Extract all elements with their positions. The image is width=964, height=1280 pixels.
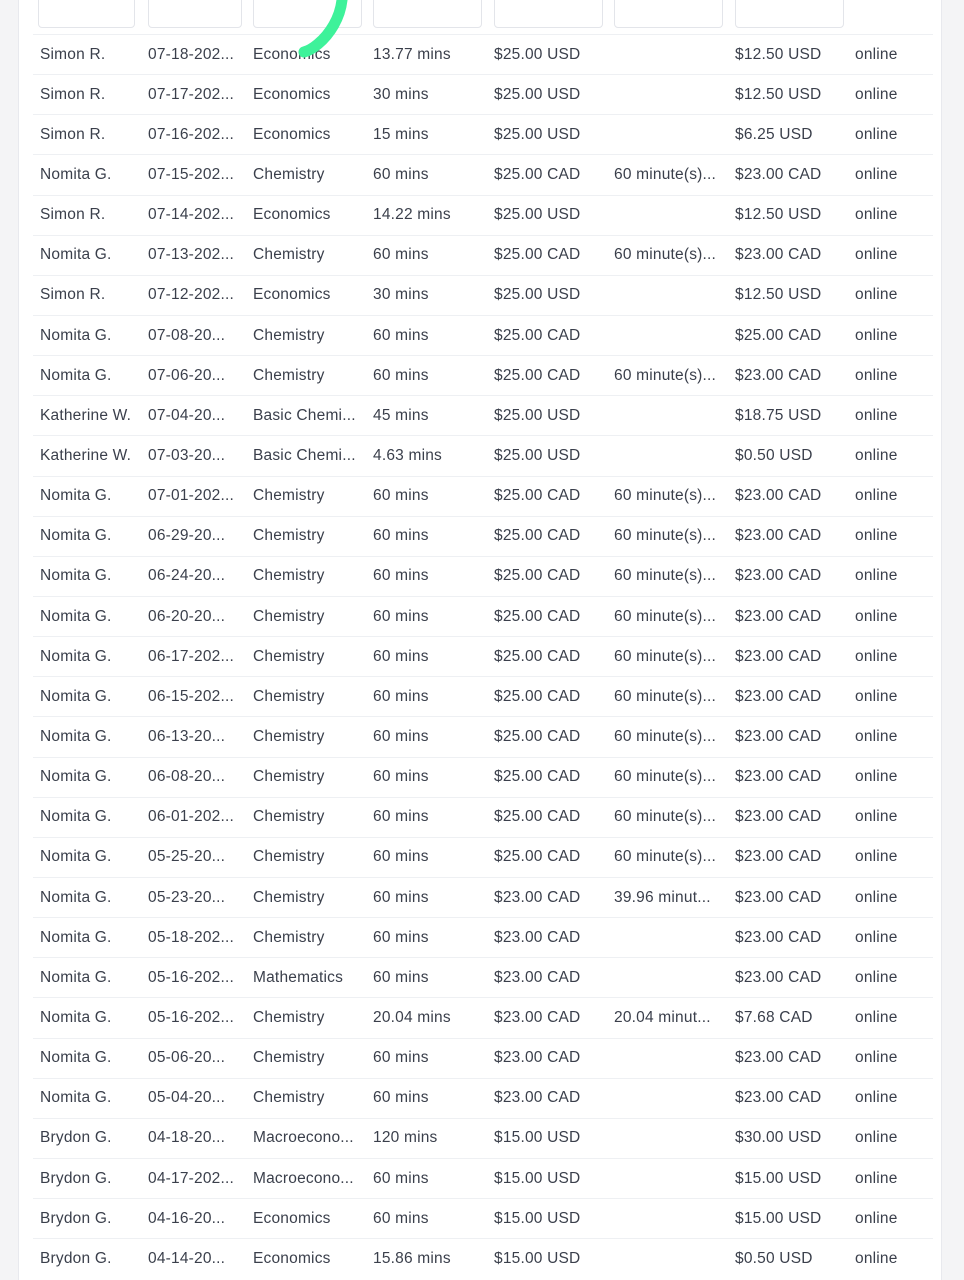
cell-session-type: online: [855, 1129, 898, 1147]
cell-earnings: $23.00 CAD: [735, 165, 822, 183]
cell-rate: $25.00 CAD: [494, 326, 581, 344]
cell-session-type: online: [855, 206, 898, 224]
table-row[interactable]: [33, 1078, 933, 1118]
cell-duration: 60 mins: [373, 607, 429, 625]
cell-rate: $15.00 USD: [494, 1209, 581, 1227]
cell-rate: $25.00 CAD: [494, 165, 581, 183]
cell-rate: $23.00 CAD: [494, 1008, 581, 1026]
table-row[interactable]: [33, 1038, 933, 1078]
table-row[interactable]: [33, 1158, 933, 1198]
cell-session-type: online: [855, 1249, 898, 1267]
cell-session-type: online: [855, 1209, 898, 1227]
cell-student-name: Nomita G.: [40, 848, 112, 866]
table-row[interactable]: [33, 235, 933, 275]
cell-subject: Chemistry: [253, 246, 325, 264]
cell-session-date: 06-13-20...: [148, 727, 226, 745]
cell-student-name: Nomita G.: [40, 1008, 112, 1026]
cell-adjustment-note: 60 minute(s)...: [614, 607, 717, 625]
cell-duration: 60 mins: [373, 687, 429, 705]
cell-subject: Chemistry: [253, 567, 325, 585]
table-row[interactable]: [33, 877, 933, 917]
cell-session-type: online: [855, 125, 898, 143]
cell-subject: Chemistry: [253, 888, 325, 906]
cell-duration: 60 mins: [373, 848, 429, 866]
cell-duration: 60 mins: [373, 808, 429, 826]
table-row[interactable]: [33, 315, 933, 355]
cell-student-name: Brydon G.: [40, 1209, 112, 1227]
cell-subject: Chemistry: [253, 326, 325, 344]
cell-session-type: online: [855, 286, 898, 304]
cell-subject: Economics: [253, 85, 331, 103]
cell-rate: $25.00 CAD: [494, 808, 581, 826]
cell-rate: $23.00 CAD: [494, 928, 581, 946]
cell-duration: 60 mins: [373, 246, 429, 264]
cell-earnings: $23.00 CAD: [735, 968, 822, 986]
cell-duration: 60 mins: [373, 888, 429, 906]
cell-earnings: $23.00 CAD: [735, 1049, 822, 1067]
cell-rate: $23.00 CAD: [494, 1089, 581, 1107]
cell-session-date: 07-08-20...: [148, 326, 226, 344]
sessions-panel: [18, 0, 942, 1280]
table-row[interactable]: [33, 837, 933, 877]
cell-earnings: $23.00 CAD: [735, 487, 822, 505]
cell-subject: Economics: [253, 125, 331, 143]
cell-subject: Macroecono...: [253, 1129, 354, 1147]
cell-adjustment-note: [614, 196, 726, 235]
sessions-table: [33, 34, 933, 1278]
cell-duration: 60 mins: [373, 1169, 429, 1187]
cell-session-type: online: [855, 968, 898, 986]
cell-session-type: online: [855, 326, 898, 344]
cell-session-date: 07-04-20...: [148, 406, 226, 424]
table-row[interactable]: [33, 596, 933, 636]
cell-session-type: online: [855, 1049, 898, 1067]
cell-adjustment-note: [614, 115, 726, 154]
cell-student-name: Brydon G.: [40, 1169, 112, 1187]
cell-adjustment-note: 60 minute(s)...: [614, 246, 717, 264]
cell-adjustment-note: [614, 918, 726, 957]
cell-session-date: 04-14-20...: [148, 1249, 226, 1267]
table-row[interactable]: [33, 74, 933, 114]
cell-adjustment-note: 60 minute(s)...: [614, 165, 717, 183]
cell-rate: $23.00 CAD: [494, 888, 581, 906]
cell-session-type: online: [855, 527, 898, 545]
cell-student-name: Simon R.: [40, 85, 106, 103]
cell-student-name: Brydon G.: [40, 1249, 112, 1267]
cell-rate: $25.00 USD: [494, 286, 581, 304]
cell-duration: 60 mins: [373, 647, 429, 665]
cell-adjustment-note: [614, 1079, 726, 1118]
cell-session-date: 07-18-202...: [148, 45, 234, 63]
cell-adjustment-note: 60 minute(s)...: [614, 768, 717, 786]
table-row[interactable]: [33, 676, 933, 716]
cell-subject: Economics: [253, 1209, 331, 1227]
cell-earnings: $23.00 CAD: [735, 607, 822, 625]
cell-session-type: online: [855, 687, 898, 705]
cell-rate: $25.00 CAD: [494, 768, 581, 786]
cell-duration: 60 mins: [373, 727, 429, 745]
table-row[interactable]: [33, 476, 933, 516]
cell-session-type: online: [855, 85, 898, 103]
cell-subject: Chemistry: [253, 165, 325, 183]
cell-session-date: 06-17-202...: [148, 647, 234, 665]
cell-duration: 45 mins: [373, 406, 429, 424]
cell-student-name: Nomita G.: [40, 1049, 112, 1067]
cell-subject: Basic Chemi...: [253, 446, 356, 464]
cell-session-type: online: [855, 1169, 898, 1187]
cell-subject: Chemistry: [253, 487, 325, 505]
filter-input-subject[interactable]: [253, 0, 362, 28]
cell-student-name: Katherine W.: [40, 406, 132, 424]
column-filter-row: [33, 0, 933, 34]
cell-student-name: Nomita G.: [40, 527, 112, 545]
cell-duration: 60 mins: [373, 928, 429, 946]
cell-session-type: online: [855, 607, 898, 625]
table-row[interactable]: [33, 395, 933, 435]
table-row[interactable]: [33, 997, 933, 1037]
cell-session-date: 06-08-20...: [148, 768, 226, 786]
cell-earnings: $23.00 CAD: [735, 808, 822, 826]
cell-student-name: Nomita G.: [40, 487, 112, 505]
cell-duration: 60 mins: [373, 326, 429, 344]
cell-subject: Macroecono...: [253, 1169, 354, 1187]
cell-earnings: $15.00 USD: [735, 1209, 822, 1227]
cell-subject: Chemistry: [253, 928, 325, 946]
table-row[interactable]: [33, 1118, 933, 1158]
cell-rate: $15.00 USD: [494, 1249, 581, 1267]
table-row[interactable]: [33, 34, 933, 74]
cell-duration: 60 mins: [373, 1209, 429, 1227]
cell-session-date: 05-23-20...: [148, 888, 226, 906]
cell-duration: 60 mins: [373, 1089, 429, 1107]
cell-duration: 60 mins: [373, 487, 429, 505]
cell-duration: 30 mins: [373, 286, 429, 304]
cell-adjustment-note: 60 minute(s)...: [614, 848, 717, 866]
cell-student-name: Simon R.: [40, 45, 106, 63]
cell-earnings: $0.50 USD: [735, 1249, 813, 1267]
cell-student-name: Nomita G.: [40, 246, 112, 264]
table-row[interactable]: [33, 154, 933, 194]
cell-earnings: $15.00 USD: [735, 1169, 822, 1187]
cell-adjustment-note: [614, 75, 726, 114]
cell-earnings: $12.50 USD: [735, 45, 822, 63]
filter-input-student[interactable]: [38, 0, 135, 28]
cell-adjustment-note: [614, 1199, 726, 1238]
cell-rate: $25.00 USD: [494, 446, 581, 464]
cell-duration: 13.77 mins: [373, 45, 451, 63]
filter-input-date[interactable]: [148, 0, 242, 28]
cell-student-name: Nomita G.: [40, 326, 112, 344]
cell-student-name: Nomita G.: [40, 968, 112, 986]
cell-adjustment-note: 60 minute(s)...: [614, 687, 717, 705]
table-row[interactable]: [33, 114, 933, 154]
cell-session-type: online: [855, 848, 898, 866]
cell-rate: $25.00 CAD: [494, 607, 581, 625]
cell-session-date: 07-06-20...: [148, 366, 226, 384]
cell-student-name: Nomita G.: [40, 888, 112, 906]
cell-subject: Economics: [253, 286, 331, 304]
cell-session-date: 07-15-202...: [148, 165, 234, 183]
cell-session-type: online: [855, 406, 898, 424]
cell-rate: $15.00 USD: [494, 1129, 581, 1147]
cell-session-date: 05-18-202...: [148, 928, 234, 946]
cell-earnings: $12.50 USD: [735, 286, 822, 304]
table-row[interactable]: [33, 917, 933, 957]
table-row[interactable]: [33, 797, 933, 837]
cell-subject: Economics: [253, 1249, 331, 1267]
cell-session-type: online: [855, 928, 898, 946]
cell-duration: 4.63 mins: [373, 446, 442, 464]
cell-adjustment-note: [614, 1039, 726, 1078]
cell-session-date: 05-16-202...: [148, 968, 234, 986]
cell-earnings: $23.00 CAD: [735, 527, 822, 545]
cell-earnings: $23.00 CAD: [735, 647, 822, 665]
cell-session-date: 06-24-20...: [148, 567, 226, 585]
cell-earnings: $23.00 CAD: [735, 567, 822, 585]
cell-adjustment-note: [614, 316, 726, 355]
table-row[interactable]: [33, 195, 933, 235]
cell-student-name: Nomita G.: [40, 567, 112, 585]
cell-duration: 60 mins: [373, 1049, 429, 1067]
cell-adjustment-note: [614, 436, 726, 475]
table-row[interactable]: [33, 716, 933, 756]
cell-subject: Chemistry: [253, 848, 325, 866]
cell-adjustment-note: [614, 958, 726, 997]
cell-duration: 60 mins: [373, 567, 429, 585]
cell-student-name: Simon R.: [40, 206, 106, 224]
cell-earnings: $12.50 USD: [735, 206, 822, 224]
table-row[interactable]: [33, 355, 933, 395]
cell-subject: Chemistry: [253, 687, 325, 705]
cell-rate: $25.00 USD: [494, 125, 581, 143]
cell-student-name: Nomita G.: [40, 928, 112, 946]
cell-student-name: Nomita G.: [40, 727, 112, 745]
cell-student-name: Nomita G.: [40, 647, 112, 665]
cell-subject: Economics: [253, 206, 331, 224]
cell-session-type: online: [855, 727, 898, 745]
cell-adjustment-note: 39.96 minut...: [614, 888, 711, 906]
cell-duration: 60 mins: [373, 165, 429, 183]
cell-rate: $25.00 CAD: [494, 687, 581, 705]
cell-session-type: online: [855, 1008, 898, 1026]
cell-adjustment-note: 60 minute(s)...: [614, 647, 717, 665]
cell-duration: 60 mins: [373, 968, 429, 986]
cell-session-date: 05-04-20...: [148, 1089, 226, 1107]
cell-student-name: Simon R.: [40, 286, 106, 304]
cell-session-date: 07-16-202...: [148, 125, 234, 143]
cell-subject: Chemistry: [253, 607, 325, 625]
cell-subject: Economics: [253, 45, 331, 63]
cell-rate: $25.00 CAD: [494, 647, 581, 665]
cell-duration: 60 mins: [373, 768, 429, 786]
cell-session-date: 06-20-20...: [148, 607, 226, 625]
cell-earnings: $23.00 CAD: [735, 768, 822, 786]
table-row[interactable]: [33, 957, 933, 997]
cell-adjustment-note: 60 minute(s)...: [614, 567, 717, 585]
cell-session-date: 07-03-20...: [148, 446, 226, 464]
cell-adjustment-note: 60 minute(s)...: [614, 808, 717, 826]
cell-earnings: $23.00 CAD: [735, 246, 822, 264]
cell-subject: Chemistry: [253, 808, 325, 826]
cell-duration: 20.04 mins: [373, 1008, 451, 1026]
table-row[interactable]: [33, 556, 933, 596]
cell-subject: Chemistry: [253, 727, 325, 745]
cell-rate: $25.00 CAD: [494, 246, 581, 264]
cell-session-type: online: [855, 808, 898, 826]
cell-session-date: 05-16-202...: [148, 1008, 234, 1026]
cell-earnings: $6.25 USD: [735, 125, 813, 143]
cell-subject: Chemistry: [253, 1089, 325, 1107]
cell-rate: $25.00 CAD: [494, 366, 581, 384]
cell-adjustment-note: [614, 276, 726, 315]
cell-session-type: online: [855, 567, 898, 585]
cell-student-name: Nomita G.: [40, 768, 112, 786]
cell-session-date: 07-01-202...: [148, 487, 234, 505]
cell-earnings: $7.68 CAD: [735, 1008, 813, 1026]
cell-student-name: Nomita G.: [40, 687, 112, 705]
filter-input-note[interactable]: [614, 0, 723, 28]
cell-rate: $25.00 USD: [494, 85, 581, 103]
cell-duration: 120 mins: [373, 1129, 438, 1147]
table-row[interactable]: [33, 757, 933, 797]
cell-duration: 60 mins: [373, 527, 429, 545]
cell-rate: $25.00 USD: [494, 406, 581, 424]
cell-earnings: $23.00 CAD: [735, 687, 822, 705]
cell-adjustment-note: [614, 396, 726, 435]
cell-adjustment-note: 60 minute(s)...: [614, 527, 717, 545]
cell-session-date: 07-12-202...: [148, 286, 234, 304]
cell-earnings: $12.50 USD: [735, 85, 822, 103]
cell-session-date: 04-16-20...: [148, 1209, 226, 1227]
table-row[interactable]: [33, 275, 933, 315]
cell-session-date: 06-29-20...: [148, 527, 226, 545]
cell-rate: $15.00 USD: [494, 1169, 581, 1187]
cell-earnings: $23.00 CAD: [735, 928, 822, 946]
cell-adjustment-note: 20.04 minut...: [614, 1008, 711, 1026]
cell-rate: $23.00 CAD: [494, 1049, 581, 1067]
cell-adjustment-note: [614, 1239, 726, 1278]
cell-rate: $25.00 CAD: [494, 487, 581, 505]
cell-session-type: online: [855, 246, 898, 264]
table-row[interactable]: [33, 1198, 933, 1238]
cell-student-name: Nomita G.: [40, 366, 112, 384]
cell-session-date: 05-06-20...: [148, 1049, 226, 1067]
cell-earnings: $18.75 USD: [735, 406, 822, 424]
cell-earnings: $23.00 CAD: [735, 1089, 822, 1107]
cell-earnings: $30.00 USD: [735, 1129, 822, 1147]
cell-session-date: 04-18-20...: [148, 1129, 226, 1147]
cell-session-type: online: [855, 45, 898, 63]
cell-session-date: 07-14-202...: [148, 206, 234, 224]
cell-student-name: Nomita G.: [40, 808, 112, 826]
cell-duration: 15 mins: [373, 125, 429, 143]
cell-student-name: Brydon G.: [40, 1129, 112, 1147]
cell-adjustment-note: 60 minute(s)...: [614, 487, 717, 505]
cell-subject: Chemistry: [253, 647, 325, 665]
cell-student-name: Simon R.: [40, 125, 106, 143]
cell-session-date: 06-01-202...: [148, 808, 234, 826]
cell-earnings: $25.00 CAD: [735, 326, 822, 344]
cell-adjustment-note: [614, 1119, 726, 1158]
cell-session-type: online: [855, 647, 898, 665]
cell-subject: Chemistry: [253, 1049, 325, 1067]
cell-student-name: Nomita G.: [40, 1089, 112, 1107]
cell-session-type: online: [855, 768, 898, 786]
cell-rate: $25.00 CAD: [494, 527, 581, 545]
cell-duration: 15.86 mins: [373, 1249, 451, 1267]
table-row[interactable]: [33, 516, 933, 556]
cell-earnings: $0.50 USD: [735, 446, 813, 464]
cell-rate: $23.00 CAD: [494, 968, 581, 986]
cell-student-name: Nomita G.: [40, 165, 112, 183]
cell-rate: $25.00 CAD: [494, 567, 581, 585]
cell-earnings: $23.00 CAD: [735, 848, 822, 866]
cell-duration: 60 mins: [373, 366, 429, 384]
cell-earnings: $23.00 CAD: [735, 888, 822, 906]
cell-session-type: online: [855, 165, 898, 183]
cell-student-name: Katherine W.: [40, 446, 132, 464]
cell-rate: $25.00 CAD: [494, 727, 581, 745]
cell-student-name: Nomita G.: [40, 607, 112, 625]
cell-session-date: 07-13-202...: [148, 246, 234, 264]
cell-subject: Chemistry: [253, 768, 325, 786]
cell-session-date: 04-17-202...: [148, 1169, 234, 1187]
table-row[interactable]: [33, 1238, 933, 1278]
cell-session-date: 05-25-20...: [148, 848, 226, 866]
cell-earnings: $23.00 CAD: [735, 727, 822, 745]
cell-session-type: online: [855, 446, 898, 464]
cell-session-type: online: [855, 366, 898, 384]
cell-session-date: 06-15-202...: [148, 687, 234, 705]
cell-adjustment-note: [614, 35, 726, 74]
cell-subject: Mathematics: [253, 968, 344, 986]
cell-session-date: 07-17-202...: [148, 85, 234, 103]
filter-input-duration[interactable]: [373, 0, 482, 28]
cell-adjustment-note: 60 minute(s)...: [614, 366, 717, 384]
cell-session-type: online: [855, 487, 898, 505]
cell-rate: $25.00 USD: [494, 206, 581, 224]
cell-subject: Basic Chemi...: [253, 406, 356, 424]
cell-earnings: $23.00 CAD: [735, 366, 822, 384]
cell-duration: 14.22 mins: [373, 206, 451, 224]
cell-session-type: online: [855, 888, 898, 906]
filter-input-earnings[interactable]: [735, 0, 844, 28]
table-row[interactable]: [33, 636, 933, 676]
cell-subject: Chemistry: [253, 1008, 325, 1026]
cell-rate: $25.00 USD: [494, 45, 581, 63]
table-row[interactable]: [33, 435, 933, 475]
cell-session-type: online: [855, 1089, 898, 1107]
cell-subject: Chemistry: [253, 527, 325, 545]
cell-adjustment-note: 60 minute(s)...: [614, 727, 717, 745]
cell-subject: Chemistry: [253, 366, 325, 384]
cell-adjustment-note: [614, 1159, 726, 1198]
cell-duration: 30 mins: [373, 85, 429, 103]
cell-rate: $25.00 CAD: [494, 848, 581, 866]
filter-input-rate[interactable]: [494, 0, 603, 28]
